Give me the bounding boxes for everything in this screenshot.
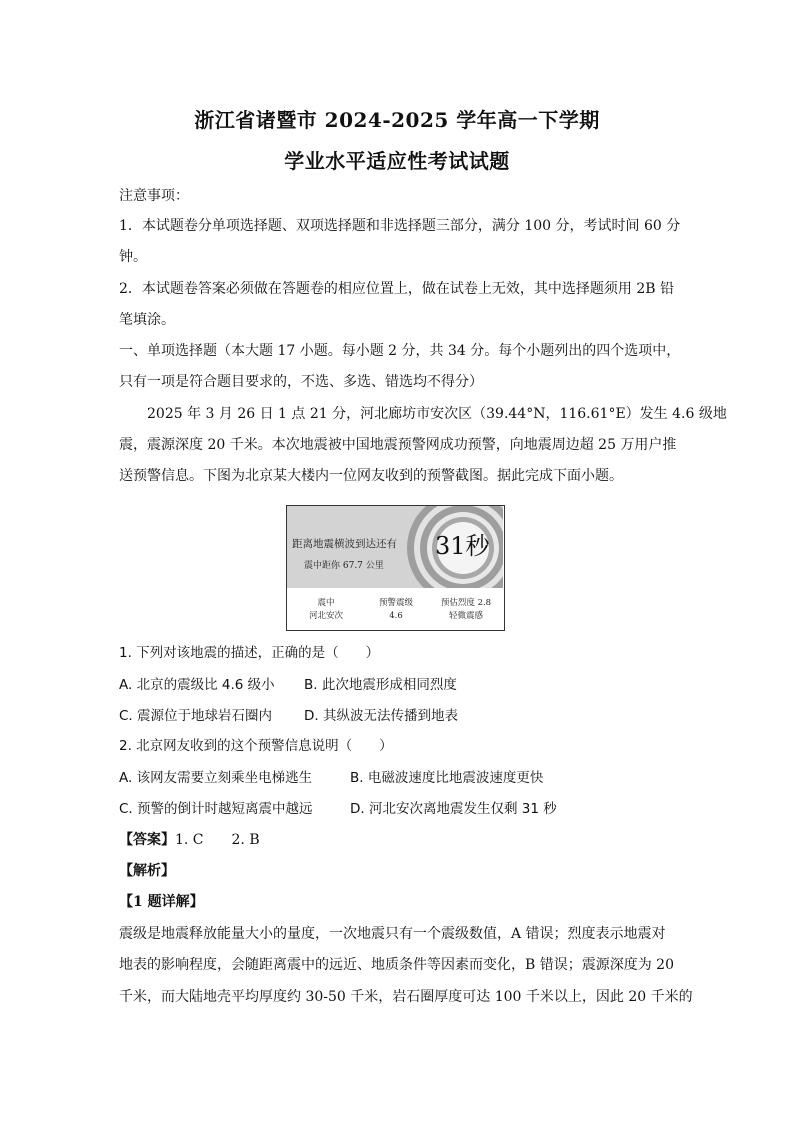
q2-option-a: A. 该网友需要立刻乘坐电梯逃生 — [119, 770, 313, 786]
question-2-options-row-2 — [119, 799, 679, 819]
epicenter-value: 河北安次 — [308, 611, 343, 621]
question-1-options-row-2 — [119, 706, 679, 726]
note-1-line-1: 1．本试题卷分单项选择题、双项选择题和非选择题三部分，满分 100 分，考试时间 60 分 — [119, 218, 681, 234]
explanation-line-3: 千米，而大陆地壳平均厚度约 30-50 千米，岩石圈厚度可达 100 千米以上，因此 20 千米的 — [119, 989, 693, 1005]
page-subtitle: 学业水平适应性考试试题 — [284, 149, 510, 173]
section-heading-line-2: 只有一项是符合题目要求的，不选、多选、错选均不得分） — [119, 374, 483, 390]
passage-line-1: 2025 年 3 月 26 日 1 点 21 分，河北廊坊市安次区（39.44°N，116.61°E）发生 4.6 级地 — [147, 406, 727, 422]
q2-option-d: D. 河北安次离地震发生仅剩 31 秒 — [350, 801, 557, 817]
passage-line-3: 送预警信息。下图为北京某大楼内一位网友收到的预警截图。据此完成下面小题。 — [119, 468, 623, 484]
question-2: 2. 北京网友收到的这个预警信息说明（ ） — [119, 738, 393, 754]
question-1: 1. 下列对该地震的描述，正确的是（ ） — [119, 645, 380, 661]
intensity-label: 预估烈度 2.8 — [440, 598, 492, 608]
passage-line-2: 震，震源深度 20 千米。本次地震被中国地震预警网成功预警，向地震周边超 25 万用户推 — [119, 437, 677, 453]
warning-header-panel — [287, 506, 503, 588]
q1-option-c: C. 震源位于地球岩石圈内 — [119, 708, 273, 724]
countdown-value: 31秒 — [435, 532, 490, 560]
answer-label: 【答案】 — [119, 832, 175, 848]
epicenter-column — [301, 597, 351, 623]
q1-option-b: B. 此次地震形成相同烈度 — [304, 677, 457, 693]
notes-heading: 注意事项： — [119, 188, 189, 204]
note-2-line-2: 笔填涂。 — [119, 312, 175, 328]
q2-option-b: B. 电磁波速度比地震波速度更快 — [350, 770, 544, 786]
countdown-caption: 距离地震横波到达还有 — [292, 538, 397, 550]
magnitude-value: 4.6 — [389, 611, 403, 621]
warning-info-row — [287, 588, 503, 630]
answer-row — [119, 830, 679, 850]
note-1-line-2: 钟。 — [119, 249, 147, 265]
detail-heading: 【1 题详解】 — [119, 894, 204, 910]
magnitude-column — [371, 597, 421, 623]
question-1-options-row-1 — [119, 675, 679, 695]
epicenter-label: 震中 — [317, 598, 335, 608]
intensity-column — [435, 597, 497, 623]
page-title: 浙江省诸暨市 2024-2025 学年高一下学期 — [194, 108, 600, 132]
analysis-label: 【解析】 — [119, 863, 175, 879]
question-2-options-row-1 — [119, 768, 679, 788]
intensity-value: 轻微震感 — [448, 611, 483, 621]
explanation-line-2: 地表的影响程度，会随距离震中的远近、地质条件等因素而变化，B 错误；震源深度为 20 — [119, 957, 675, 973]
q1-option-d: D. 其纵波无法传播到地表 — [304, 708, 458, 724]
magnitude-label: 预警震级 — [378, 598, 413, 608]
answer-value: 1. C 2. B — [175, 832, 260, 848]
q1-option-a: A. 北京的震级比 4.6 级小 — [119, 677, 275, 693]
epicenter-distance: 震中距你 67.7 公里 — [304, 561, 384, 571]
section-heading-line-1: 一、单项选择题（本大题 17 小题。每小题 2 分，共 34 分。每个小题列出的四个选项中， — [119, 343, 681, 359]
q2-option-c: C. 预警的倒计时越短离震中越远 — [119, 801, 313, 817]
explanation-line-1: 震级是地震释放能量大小的量度，一次地震只有一个震级数值，A 错误；烈度表示地震对 — [119, 926, 666, 942]
note-2-line-1: 2．本试题卷答案必须做在答题卷的相应位置上，做在试卷上无效，其中选择题须用 2B 铅 — [119, 281, 675, 297]
warning-screenshot-figure — [286, 505, 505, 631]
